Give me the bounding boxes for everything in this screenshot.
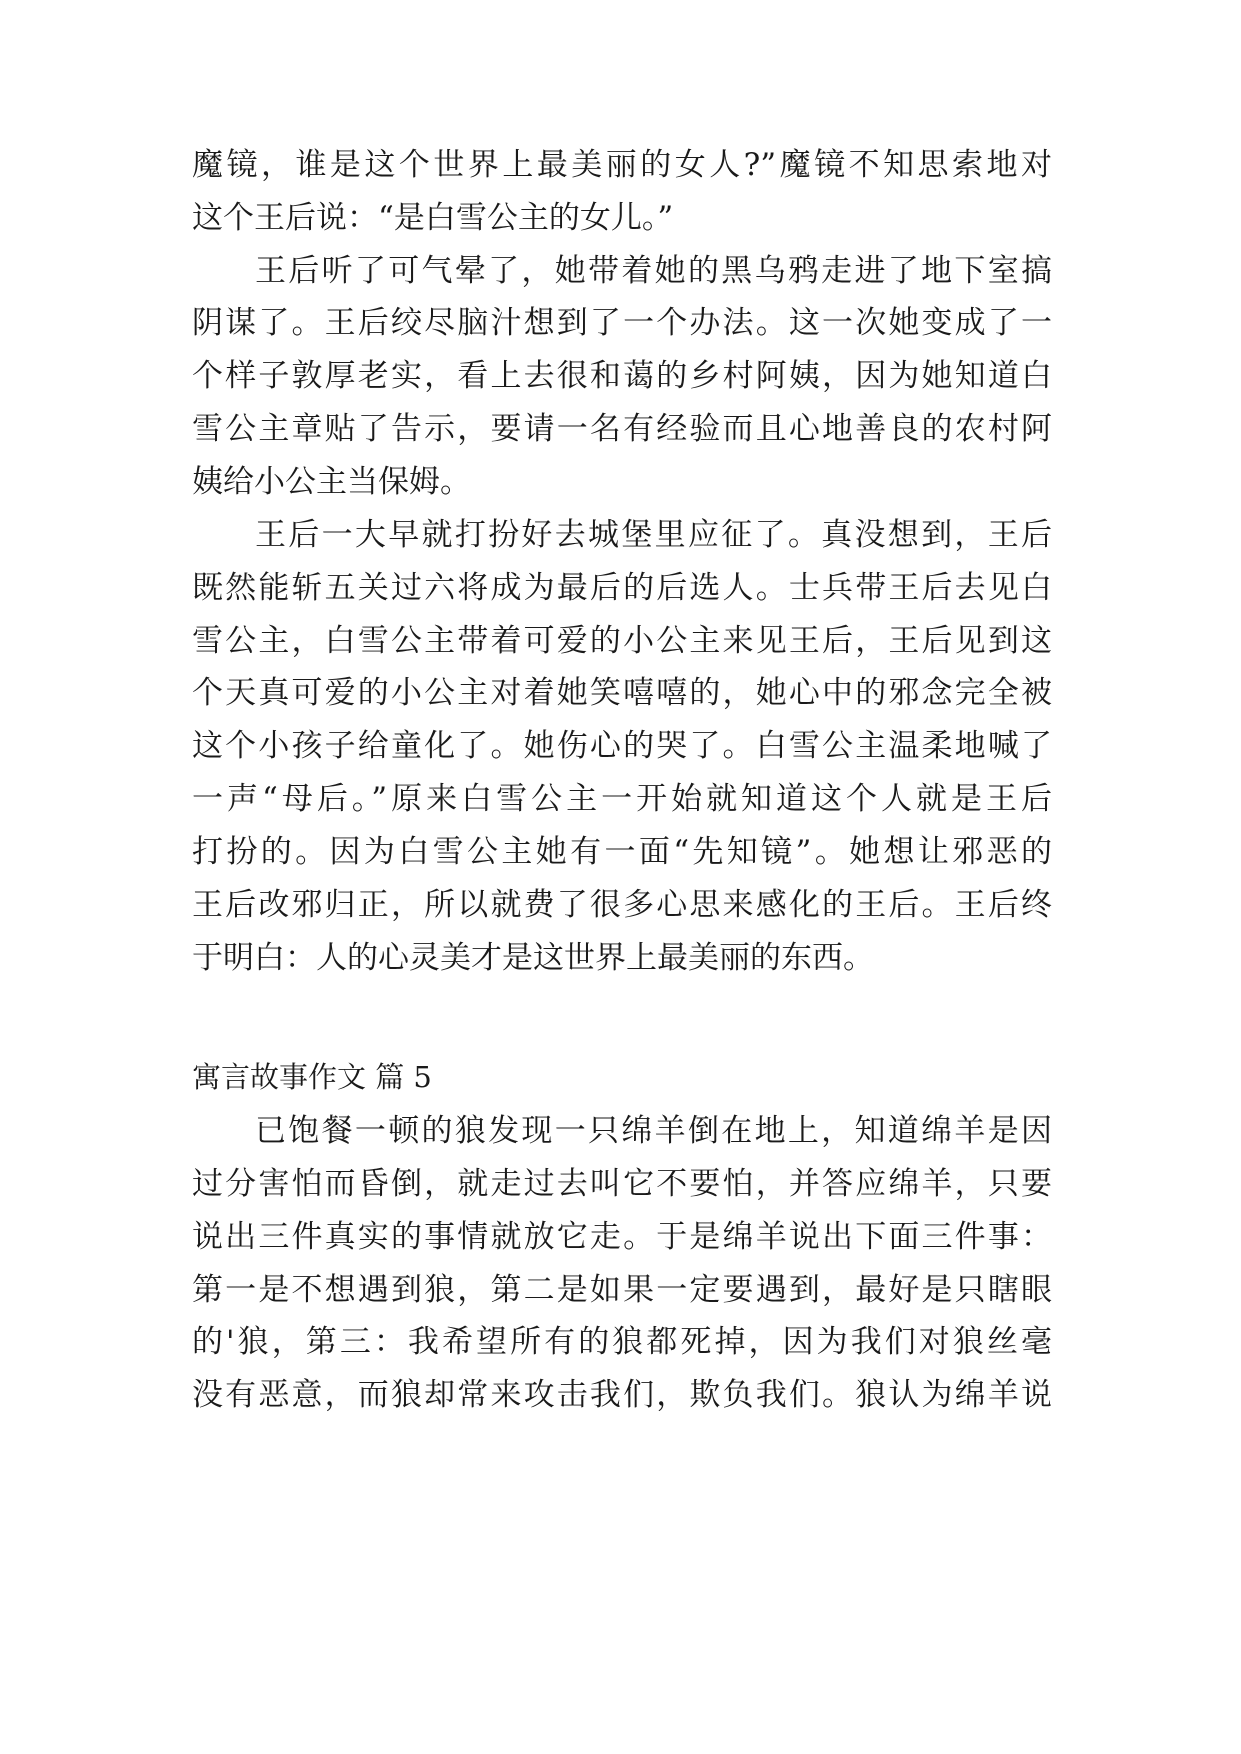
- text-line: 个天真可爱的小公主对着她笑嘻嘻的，她心中的邪念完全被: [192, 675, 1052, 711]
- text-line: 这个小孩子给童化了。她伤心的哭了。白雪公主温柔地喊了: [192, 728, 1052, 764]
- text-line: 第一是不想遇到狼，第二是如果一定要遇到，最好是只瞎眼: [192, 1272, 1052, 1308]
- section-heading: 寓言故事作文 篇 5: [192, 1060, 432, 1094]
- text-line: 王后改邪归正，所以就费了很多心思来感化的王后。王后终: [192, 887, 1052, 923]
- text-line: 过分害怕而昏倒，就走过去叫它不要怕，并答应绵羊，只要: [192, 1166, 1052, 1202]
- text-line: 打扮的。因为白雪公主她有一面“先知镜”。她想让邪恶的: [192, 834, 1052, 870]
- text-line: 没有恶意，而狼却常来攻击我们，欺负我们。狼认为绵羊说: [192, 1377, 1052, 1413]
- text-line: 魔镜，谁是这个世界上最美丽的女人?”魔镜不知思索地对: [192, 147, 1052, 183]
- text-line: 的'狼，第三：我希望所有的狼都死掉，因为我们对狼丝毫: [192, 1324, 1052, 1360]
- text-line: 说出三件真实的事情就放它走。于是绵羊说出下面三件事：: [192, 1219, 1052, 1255]
- text-line: 于明白：人的心灵美才是这世界上最美丽的东西。: [192, 940, 874, 976]
- text-line: 个样子敦厚老实，看上去很和蔼的乡村阿姨，因为她知道白: [192, 358, 1052, 394]
- text-line: 姨给小公主当保姆。: [192, 464, 471, 500]
- paragraph-first-line: 王后一大早就打扮好去城堡里应征了。真没想到，王后: [255, 517, 1052, 553]
- text-line: 雪公主，白雪公主带着可爱的小公主来见王后，王后见到这: [192, 623, 1052, 659]
- text-line: 雪公主章贴了告示，要请一名有经验而且心地善良的农村阿: [192, 411, 1052, 447]
- paragraph-first-line: 王后听了可气晕了，她带着她的黑乌鸦走进了地下室搞: [255, 253, 1052, 289]
- text-line: 这个王后说：“是白雪公主的女儿。”: [192, 200, 674, 236]
- text-line: 既然能斩五关过六将成为最后的后选人。士兵带王后去见白: [192, 570, 1052, 606]
- paragraph-first-line: 已饱餐一顿的狼发现一只绵羊倒在地上，知道绵羊是因: [255, 1113, 1052, 1149]
- text-line: 一声“母后。”原来白雪公主一开始就知道这个人就是王后: [192, 781, 1052, 817]
- text-line: 阴谋了。王后绞尽脑汁想到了一个办法。这一次她变成了一: [192, 305, 1052, 341]
